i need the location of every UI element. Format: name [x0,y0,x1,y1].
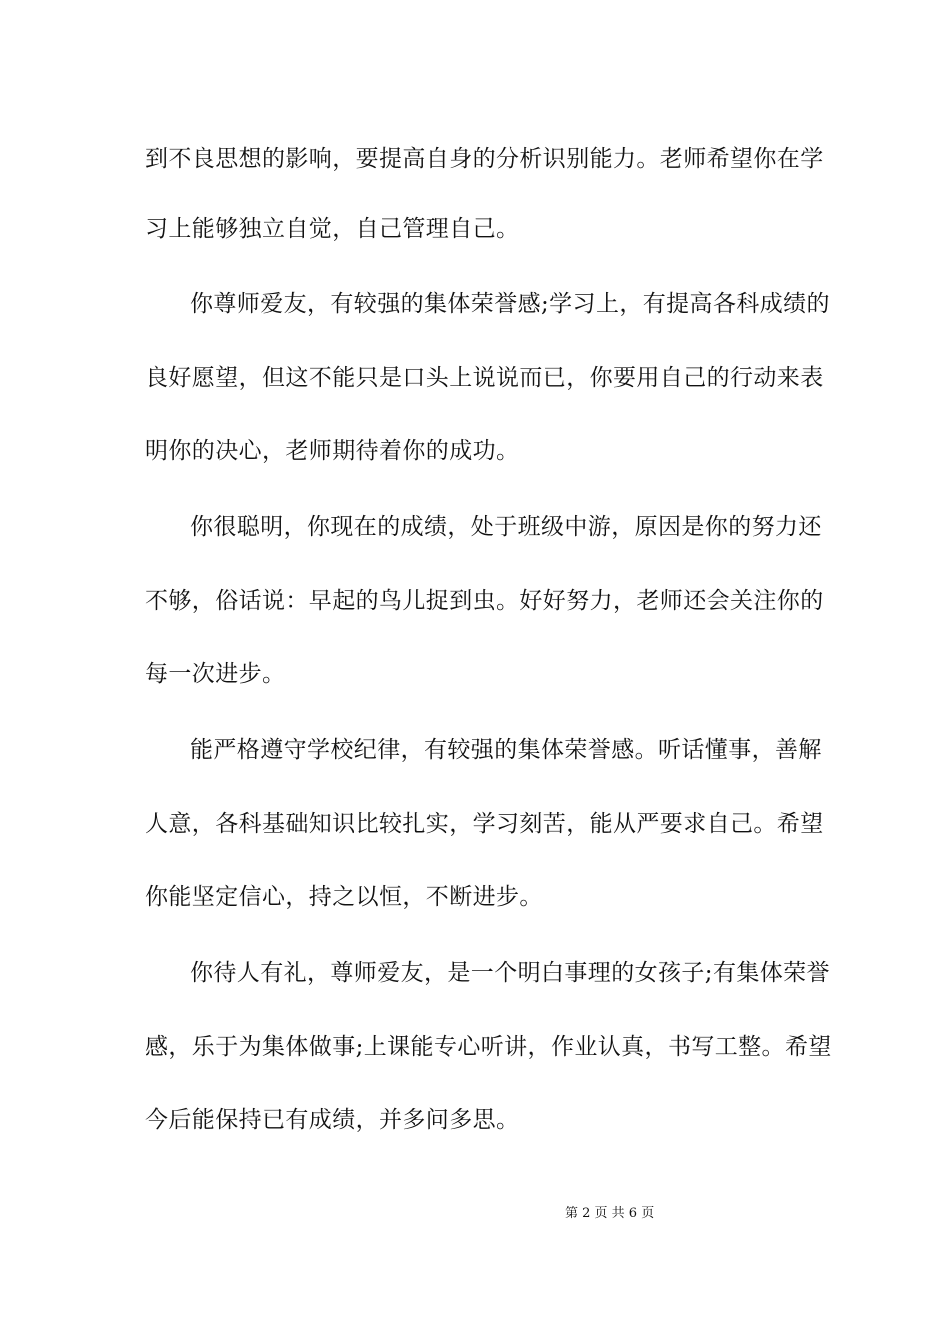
paragraph-2-line-2: 良好愿望，但这不能只是口头上说说而已，你要用自己的行动来表 [145,365,824,391]
paragraph-5-line-3: 今后能保持已有成绩，并多问多思。 [145,1107,520,1133]
paragraph-4-line-1: 能严格遵守学校纪律，有较强的集体荣誉感。听话懂事，善解 [190,737,822,763]
paragraph-5-line-1: 你待人有礼，尊师爱友，是一个明白事理的女孩子;有集体荣誉 [190,960,830,986]
paragraph-3-line-1: 你很聪明，你现在的成绩，处于班级中游，原因是你的努力还 [190,514,822,540]
page-number-footer: 第 2 页 共 6 页 [565,1206,655,1221]
paragraph-2-line-3: 明你的决心，老师期待着你的成功。 [145,438,520,464]
paragraph-1-line-2: 习上能够独立自觉，自己管理自己。 [145,216,520,242]
paragraph-4-line-2: 人意，各科基础知识比较扎实，学习刻苦，能从严要求自己。希望 [145,811,824,837]
paragraph-3-line-2: 不够，俗话说：早起的鸟儿捉到虫。好好努力，老师还会关注你的 [145,588,824,614]
paragraph-2-line-1: 你尊师爱友，有较强的集体荣誉感;学习上，有提高各科成绩的 [190,291,830,317]
paragraph-4-line-3: 你能坚定信心，持之以恒，不断进步。 [145,884,543,910]
paragraph-5-line-2: 感，乐于为集体做事;上课能专心听讲，作业认真，书写工整。希望 [145,1034,832,1060]
paragraph-3-line-3: 每一次进步。 [145,661,286,687]
paragraph-1-line-1: 到不良思想的影响，要提高自身的分析识别能力。老师希望你在学 [145,146,824,172]
